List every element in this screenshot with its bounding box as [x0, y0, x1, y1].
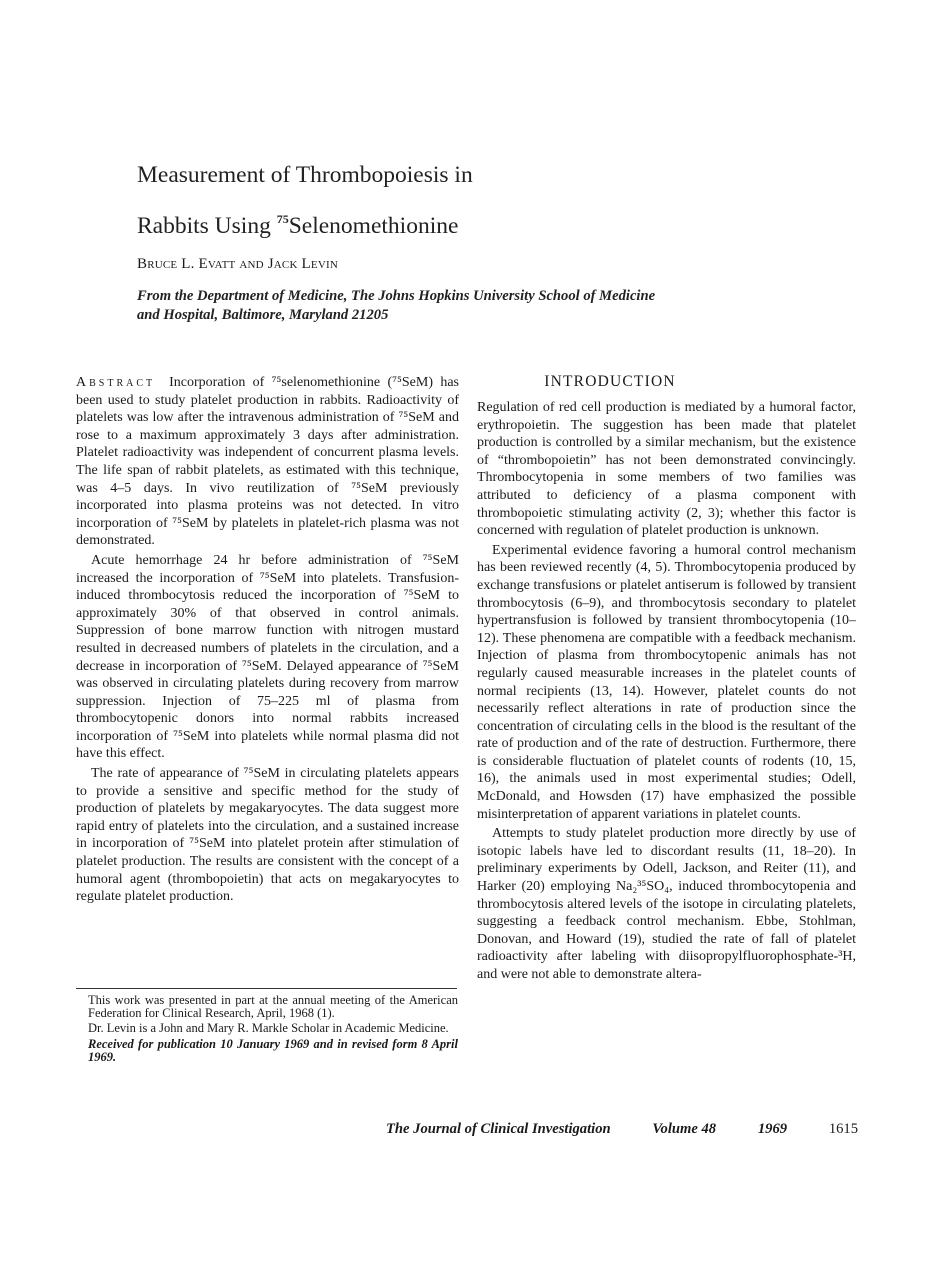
abstract-paragraph-1: Abstract Incorporation of ⁷⁵selenomethionine (⁷⁵SeM) has been used to study platelet production in rabbits. Radioactivity of platelets was low after the intravenous administration of ⁷⁵SeM and rose to a maximum approximately 3 days after administration. Platelet radioactivity was independent of concurrent plasma levels. The life span of rabbit platelets, as estimated with this technique, was 4–5 days. In vivo reutilization of ⁷⁵SeM previously incorporated into plasma proteins was not detected. In vitro incorporation of ⁷⁵SeM by platelets in platelet-rich plasma was not demonstrated. — [76, 375, 459, 549]
title-line-2-suffix: Selenomethionine — [288, 213, 459, 239]
authors: Bruce L. Evatt and Jack Levin — [137, 256, 338, 272]
footnote-presented: This work was presented in part at the annual meeting of the American Federation for Clinical Research, April, 1968 (1). — [88, 993, 458, 1021]
isotope-superscript: 75 — [276, 212, 289, 226]
footnote-received: Received for publication 10 January 1969 and in revised form 8 April 1969. — [88, 1036, 458, 1064]
introduction-heading: INTRODUCTION — [544, 373, 676, 390]
intro-paragraph-2: Experimental evidence favoring a humoral control mechanism has been reviewed recently (4, 5). Thrombocytopenia produced by exchange transfusions or platelet antiserum is followed by transient thrombocytosis (6–9), and thrombocytosis secondary to platelet hypertransfusion is followed by transient thrombocytopenia (10–12). These phenomena are compatible with a feedback mechanism. Injection of plasma from thrombocytopenic animals has not regularly caused measurable increases in the platelet counts of normal recipients (13, 14). However, platelet counts do not necessarily reflect alterations in rate of production since the concentration of circulating cells in the blood is the resultant of the rate of production and of the rate of destruction. Furthermore, there is considerable fluctuation of platelet counts of rodents (10, 15, 16), the animals used in most experimental studies; Odell, McDonald, and Howsden (17) have emphasized the possible misinterpretation of apparent variations in platelet counts. — [477, 542, 856, 822]
journal-volume: Volume 48 — [652, 1121, 717, 1137]
abstract-label: Abstract — [76, 375, 156, 390]
title-line-1: Measurement of Thrombopoiesis in — [137, 162, 473, 188]
journal-name: The Journal of Clinical Investigation — [386, 1121, 611, 1137]
journal-year: 1969 — [757, 1121, 788, 1137]
abstract-paragraph-3: The rate of appearance of ⁷⁵SeM in circulating platelets appears to provide a sensitive and specific method for the study of production of platelets by megakaryocytes. The data suggest more rapid entry of platelets into the circulation, and a sustained increase in incorporation of ⁷⁵SeM into platelet protein after stimulation of platelet production. The results are consistent with the concept of a humoral agent (thrombopoietin) that acts on megakaryocytes to regulate platelet production. — [76, 766, 459, 905]
article-title — [137, 153, 697, 248]
footnote-scholar: Dr. Levin is a John and Mary R. Markle Scholar in Academic Medicine. — [88, 1021, 449, 1036]
intro-paragraph-1: Regulation of red cell production is mediated by a humoral factor, erythropoietin. The suggestion has been made that platelet production is controlled by a similar mechanism, but the existence of “thrombopoietin” has not been demonstrated convincingly. Thrombocytopenia in some members of two families was attributed to deficiency of a plasma component with thrombopoietic stimulating activity (2, 3); whether this factor is concerned with regulation of platelet production is unknown. — [477, 400, 856, 539]
abstract-paragraph-2: Acute hemorrhage 24 hr before administration of ⁷⁵SeM increased the incorporation of ⁷⁵SeM into platelets. Transfusion-induced thrombocytosis reduced the incorporation of ⁷⁵SeM to approximately 30% of that observed in control animals. Suppression of bone marrow function with nitrogen mustard resulted in decreased numbers of platelets in the circulation, and a decrease in incorporation of ⁷⁵SeM. Delayed appearance of ⁷⁵SeM was observed in circulating platelets during recovery from marrow suppression. Injection of 75–225 ml of plasma from thrombocytopenic donors into normal rabbits increased incorporation of ⁷⁵SeM into platelets while normal plasma did not have this effect. — [76, 552, 459, 762]
title-line-2 — [137, 197, 697, 248]
page-number: 1615 — [828, 1121, 858, 1137]
running-footer — [386, 1121, 858, 1138]
footnotes — [88, 994, 458, 1066]
abstract-column — [76, 374, 459, 906]
footnote-divider — [76, 988, 457, 989]
intro-paragraph-3: Attempts to study platelet production more directly by use of isotopic labels have led to discordant results (11, 18–20). In preliminary experiments by Odell, Jackson, and Reiter (11), and Harker (20) employing Na₂³⁵SO₄, induced thrombocytopenia and thrombocytosis altered levels of the isotope in circulating platelets, suggesting a feedback control mechanism. Ebbe, Stohlman, Donovan, and Howard (19), studied the rate of fall of platelet radioactivity after labeling with diisopropylfluorophosphate-³H, and were not able to demonstrate altera- — [477, 826, 856, 982]
title-line-2-prefix: Rabbits Using — [137, 213, 277, 239]
introduction-column — [477, 399, 856, 984]
affiliation: From the Department of Medicine, The Johns Hopkins University School of Medicine and Hospital, Baltimore, Maryland 21205 — [137, 288, 656, 323]
